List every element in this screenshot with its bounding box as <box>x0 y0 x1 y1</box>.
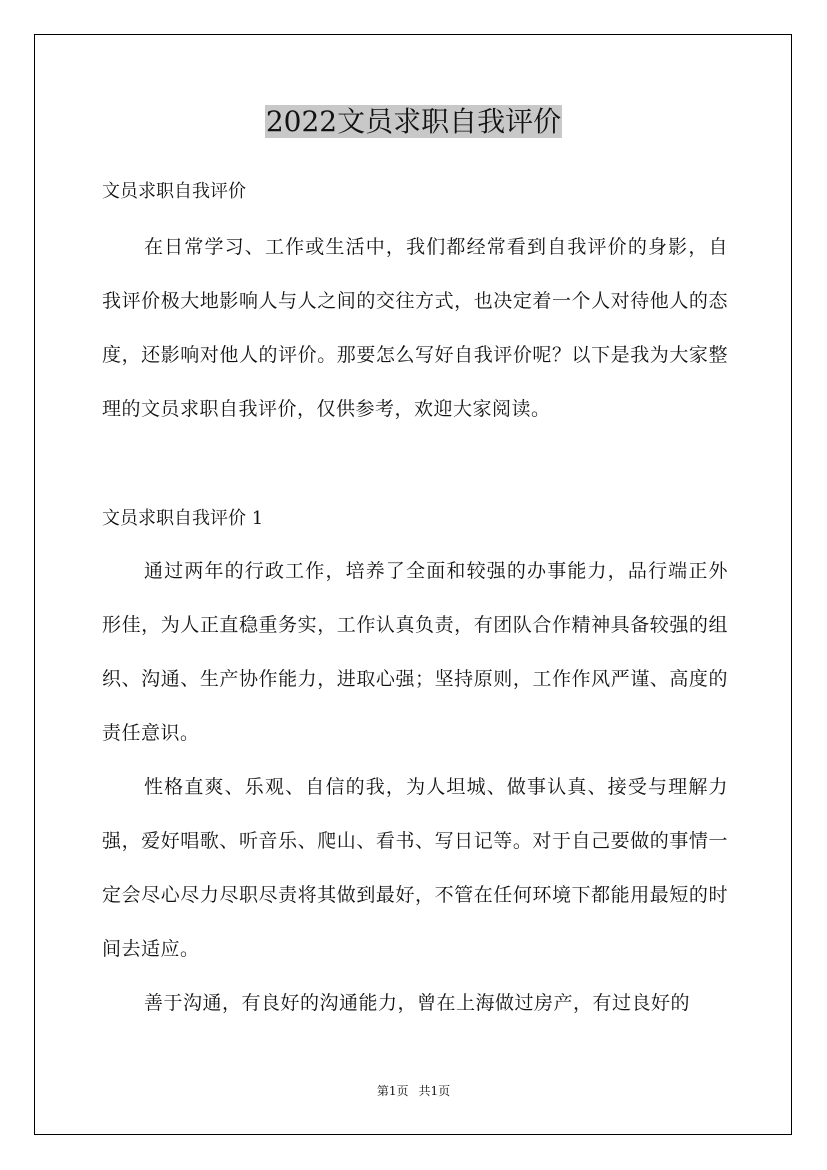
page-footer <box>0 1082 827 1100</box>
section1-heading: 文员求职自我评价 1 <box>102 508 264 529</box>
section1-paragraph-1: 通过两年的行政工作，培养了全面和较强的办事能力，品行端正外形佳，为人正直稳重务实，工作认真负责，有团队合作精神具备较强的组织、沟通、生产协作能力，进取心强；坚持原则，工作作风严谨、高度的责任意识。 <box>102 560 728 744</box>
section1-paragraph-3: 善于沟通，有良好的沟通能力，曾在上海做过房产，有过良好的 <box>144 992 691 1014</box>
page-number: 第1页 <box>376 1084 409 1098</box>
document-title <box>0 101 827 143</box>
document-title-text: 2022文员求职自我评价 <box>265 105 562 138</box>
section1-paragraph-2: 性格直爽、乐观、自信的我，为人坦城、做事认真、接受与理解力强，爱好唱歌、听音乐、爬山、看书、写日记等。对于自己要做的事情一定会尽心尽力尽职尽责将其做到最好，不管在任何环境下都能用最短的时间去适应。 <box>102 776 728 960</box>
page-total: 共1页 <box>418 1084 451 1098</box>
intro-heading: 文员求职自我评价 <box>102 181 246 202</box>
intro-paragraph: 在日常学习、工作或生活中，我们都经常看到自我评价的身影，自我评价极大地影响人与人之间的交往方式，也决定着一个人对待他人的态度，还影响对他人的评价。那要怎么写好自我评价呢？以下是我为大家整理的文员求职自我评价，仅供参考，欢迎大家阅读。 <box>102 236 728 420</box>
